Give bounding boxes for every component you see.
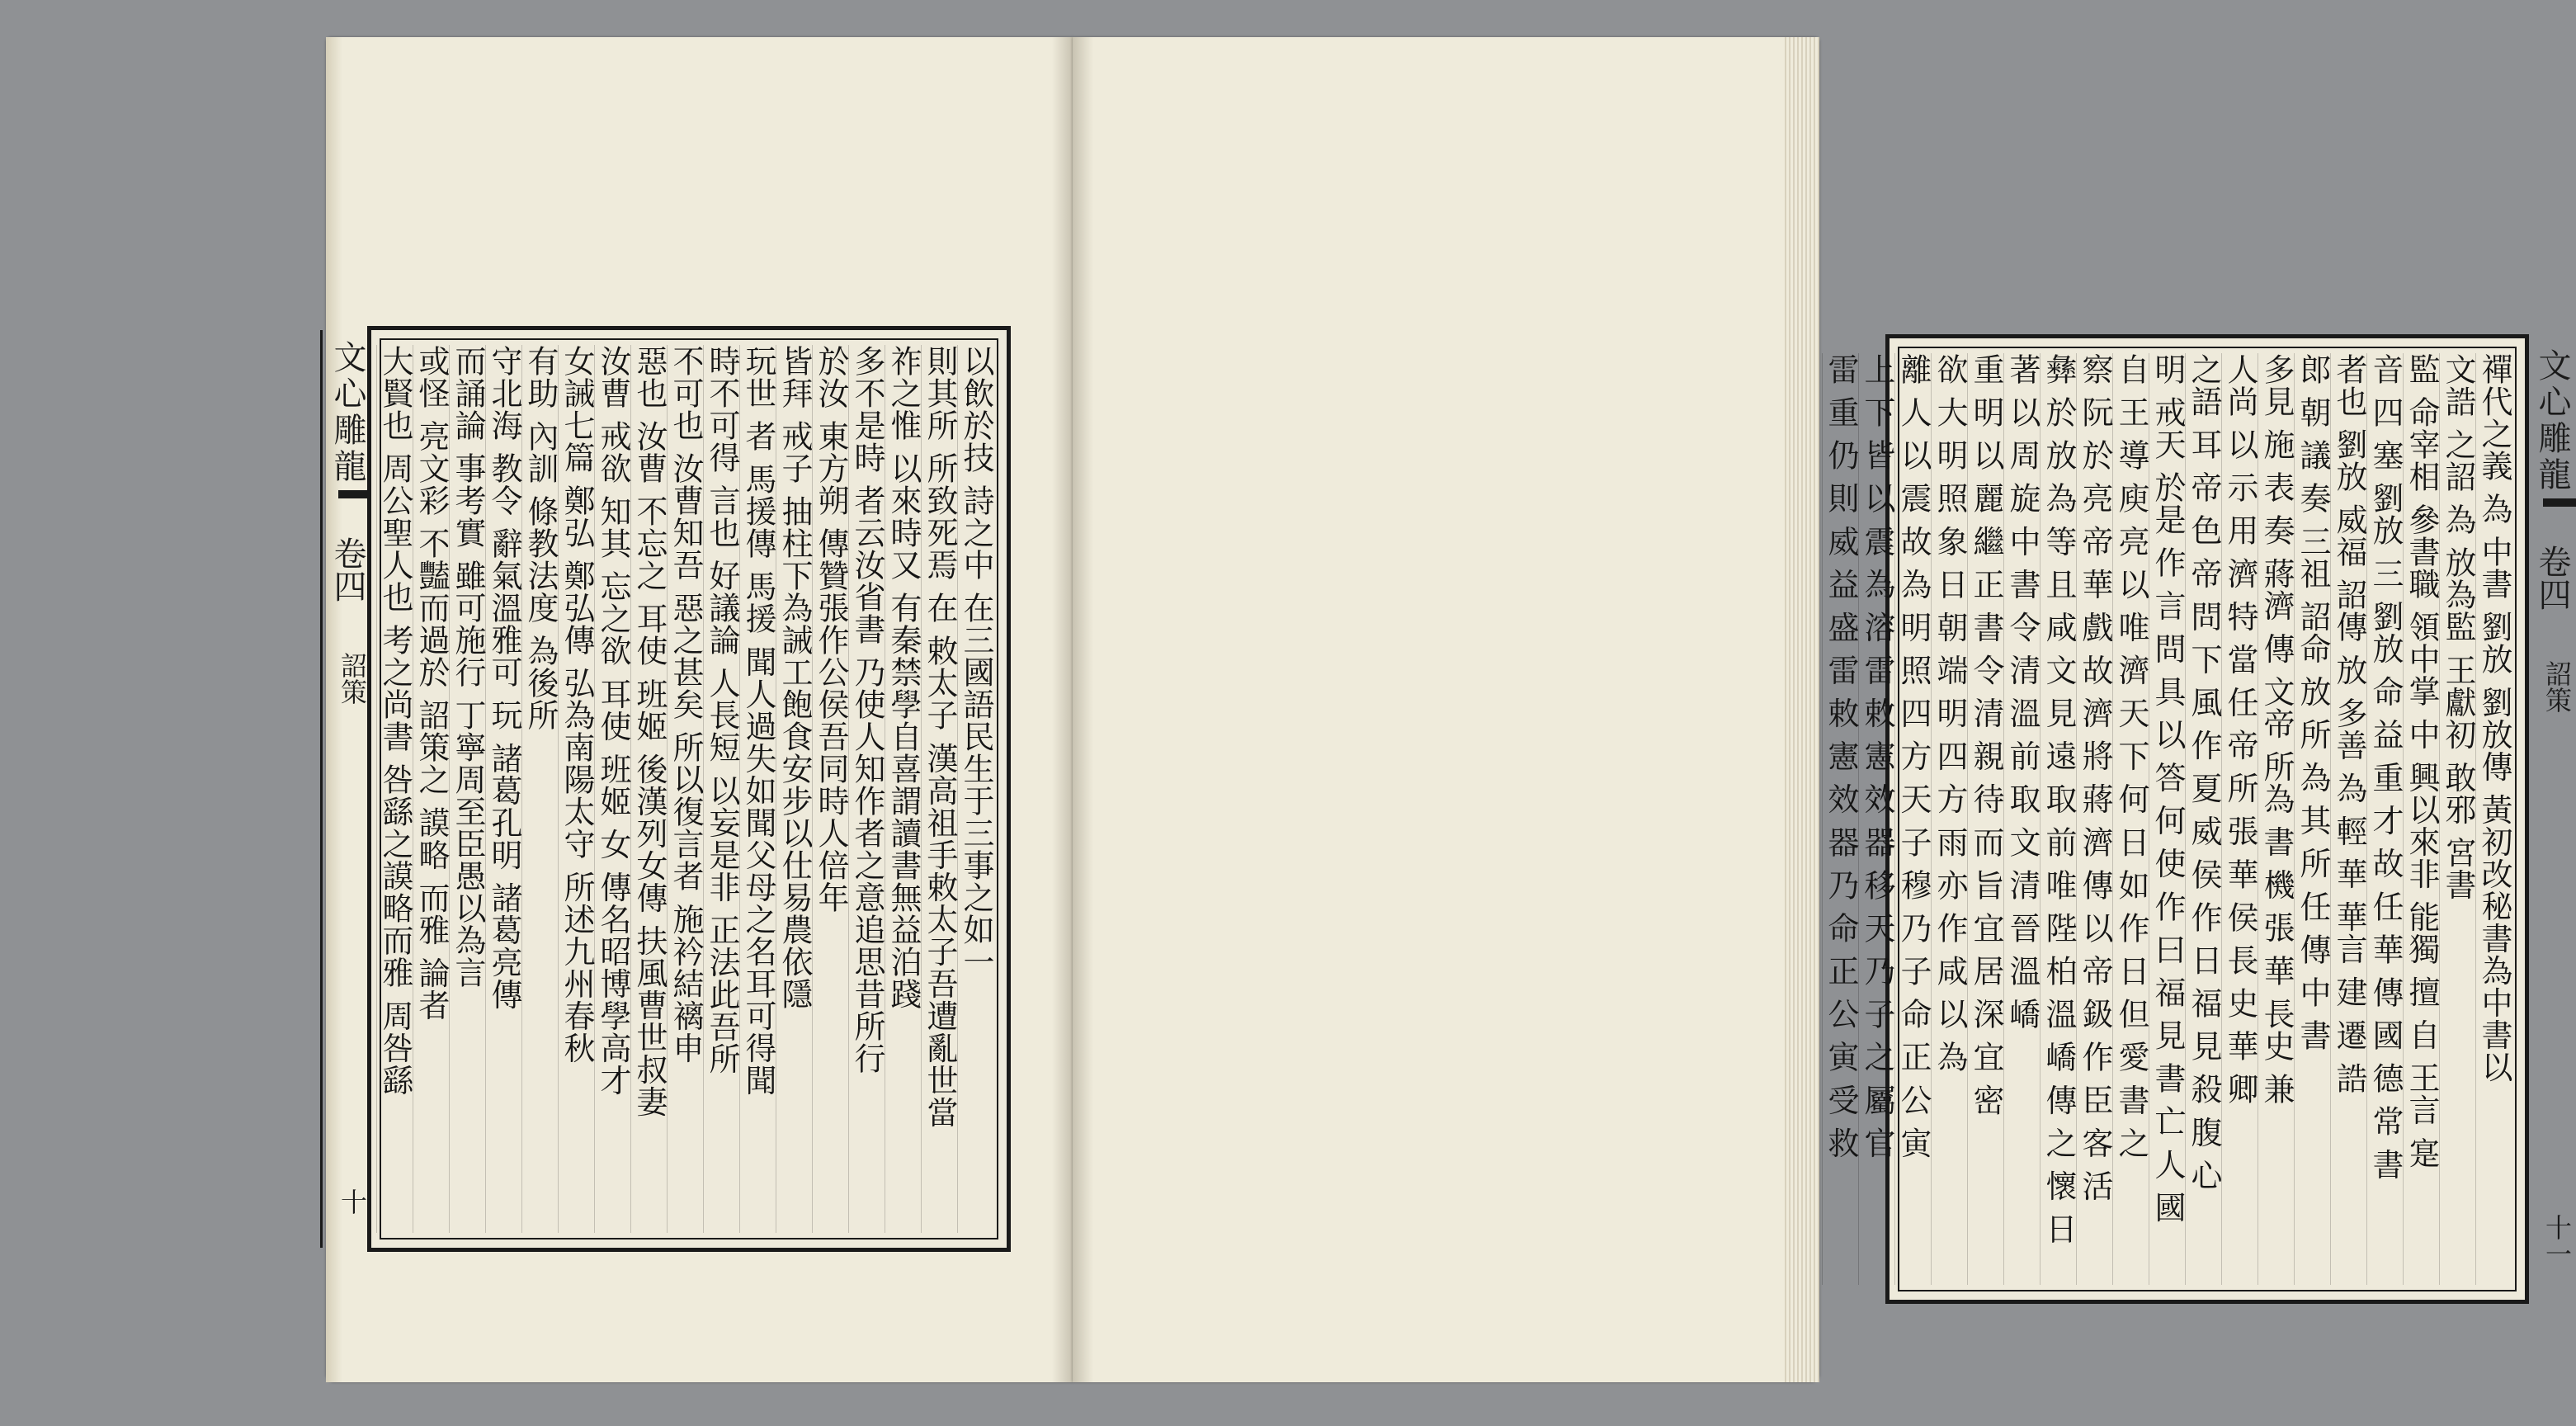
right-text-frame (1823, 334, 2573, 1304)
text-column: 者也 劉放 威福 詔傳 放 多善 為 輕 華 華言 建 遷 誥 (2330, 353, 2366, 1285)
text-column: 而誦論 事考實 雖可施行 丁寧周至臣愚以為言 (449, 345, 485, 1233)
section-label: 詔策 (337, 652, 368, 705)
text-column: 明 戒天 於是 作 言 問 具 以 答 何 使 作 曰 福 見 書 亡 人 國 (2149, 353, 2185, 1285)
text-column: 多見 施 表 奏 蔣濟 傳 文帝 所為 書 機 張 華 長史 兼 (2258, 353, 2294, 1285)
text-column: 玩世 者 馬援傳 馬援 聞人過失如聞父母之名耳可得聞 (739, 345, 776, 1233)
text-column: 彝 於 放 為 等 且 咸 文 見 遠 取 前 唯 陛 柏 溫 嶠 傳 之 懷 日 (2040, 353, 2076, 1285)
text-column: 察 阮 於 亮 帝 華 戲 故 濟 將 蔣 濟 傳 以 帝 鈒 作 臣 客 活 (2076, 353, 2112, 1285)
page-number: 十 (337, 1188, 368, 1215)
right-margin-label (2525, 338, 2576, 1300)
open-book (326, 37, 2573, 1382)
text-column: 禪代之義 為 中書 劉放 劉放傳 黃初改秘書為中書以 (2475, 353, 2512, 1285)
text-column: 文誥 之詔 為 放為監 王獻初 敢邪 宮書 (2439, 353, 2475, 1285)
text-column: 雷 重 仍 則 威 益 盛 雷 敕 憲 效 器 乃 命 正 公 寅 受 救 (1822, 353, 1858, 1285)
text-column: 女誡七篇 鄭弘 鄭弘傳 弘為南陽太守 所述九州春秋 (558, 345, 594, 1233)
text-column: 郎 朝 議 奏 三祖 詔命 放 所 為 其 所 任 傳 中 書 (2294, 353, 2330, 1285)
fish-tail-mark (2543, 498, 2576, 507)
left-margin-label (320, 330, 371, 1248)
text-column: 人尚 以 示 用 濟 特 當 任 帝 所 張 華 侯 長 史 華 卿 (2221, 353, 2258, 1285)
section-label: 詔策 (2541, 660, 2573, 713)
left-text-frame (328, 326, 1011, 1252)
fish-tail-mark (338, 490, 371, 498)
book-title: 文心雕龍 (328, 340, 366, 485)
text-column: 監 命宰相 參書職 領中掌 中 興以來非 能獨 擅 自 王言 寔 (2403, 353, 2439, 1285)
volume-label: 卷四 (2533, 545, 2571, 611)
text-column: 時不可得 言也 好議論 人長短 以妄是非 正法此吾所 (703, 345, 739, 1233)
text-column: 大賢也 周公聖人也 考之尚書 咎繇之謨略而雅 周咎繇 (376, 345, 413, 1233)
page-number: 十一 (2541, 1214, 2573, 1267)
page-stack-edge (1782, 37, 1819, 1382)
text-column: 有助 內訓 條教法度 為後所 (521, 345, 558, 1233)
text-column: 離 人 以 震 故 為 明 照 四 方 天 子 穆 乃 子 命 正 公 寅 (1894, 353, 1931, 1285)
volume-label: 卷四 (328, 536, 366, 602)
text-column: 汝曹 戒欲 知其 忘之欲 耳使 班姬 女 傳名昭博學高才 (594, 345, 630, 1233)
text-column: 於汝 東方朔 傳贊張作公侯吾同時人倍年 (812, 345, 848, 1233)
left-text-columns (377, 338, 998, 1239)
text-column: 著 以 周 旋 中 書 令 清 溫 前 取 文 清 晉 溫 嶠 (2003, 353, 2040, 1285)
left-page (326, 37, 1073, 1382)
text-column: 皆拜 戒子 抽柱下為誡工飽食安步以仕易農依隱 (776, 345, 812, 1233)
text-column: 自 王 導 庾 亮 以 唯 濟 天 下 何 日 如 作 日 但 愛 書 之 (2112, 353, 2149, 1285)
text-column: 以飲於技 詩之中 在三國語民生于三事之如一 (957, 345, 993, 1233)
text-column: 多不是時 者云汝省書 乃使人知作者之意追思昔所行 (848, 345, 885, 1233)
text-column: 不可也 汝曹知吾 惡之甚矣 所以復言者 施衿結褵申 (667, 345, 703, 1233)
text-column: 守北海 教令 辭氣溫雅可 玩 諸葛孔明 諸葛亮傳 (485, 345, 521, 1233)
text-column: 惡也 汝曹 不忘之 耳使 班姬 後漢列女傳 扶風曹世叔妻 (630, 345, 667, 1233)
text-column: 祚之惟 以來時又 有秦禁學自喜謂讀書無益泊踐 (885, 345, 921, 1233)
text-column: 音 四 塞 劉放 三 劉放 命 益 重 才 故 任 華 傳 國 德 常 書 (2366, 353, 2403, 1285)
text-column: 上 下 皆 以 震 為 溶 雷 敕 憲 效 器 移 天 乃 子 之 屬 官 (1858, 353, 1894, 1285)
text-column: 重 明 以 麗 繼 正 書 令 清 親 待 而 旨 宜 居 深 宜 密 (1967, 353, 2003, 1285)
text-column: 欲 大 明 照 象 日 朝 端 明 四 方 雨 亦 作 咸 以 為 (1931, 353, 1967, 1285)
right-page (1073, 37, 2573, 1382)
text-column: 或怪 亮文彩 不豔而過於 詔策之 謨略 而雅 論者 (413, 345, 449, 1233)
book-title: 文心雕龍 (2533, 348, 2571, 493)
right-text-columns (1823, 347, 2517, 1291)
text-column: 則其所 所致死焉 在 敕太子 漢高祖手敕太子吾遭亂世當 (921, 345, 957, 1233)
text-column: 之語 耳 帝 色 帝 問 下 風 作 夏 威 侯 作 日 福 見 殺 腹 心 (2185, 353, 2221, 1285)
